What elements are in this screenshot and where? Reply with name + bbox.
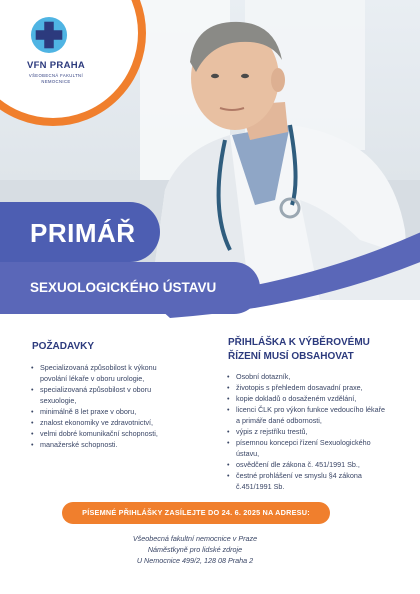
requirements-heading: POŽADAVKY <box>32 341 95 352</box>
list-item: • životopis s přehledem dosavadní praxe, <box>226 382 386 393</box>
position-subtitle-band <box>0 262 260 314</box>
list-item: • písemnou koncepci řízení Sexuologického ústavu, <box>226 437 386 459</box>
mailing-address <box>90 533 300 566</box>
logo-subtitle: VŠEOBECNÁ FAKULTNÍ NEMOCNICE <box>28 73 84 84</box>
list-item: • minimálně 8 let praxe v oboru, <box>30 406 180 417</box>
application-heading: PŘIHLÁŠKA K VÝBĚROVÉMU ŘÍZENÍ MUSÍ OBSAHOVAT <box>228 337 370 362</box>
position-title: PRIMÁŘ <box>30 218 136 248</box>
position-subtitle: SEXUOLOGICKÉHO ÚSTAVU <box>30 280 217 295</box>
address-line: Všeobecná fakultní nemocnice v Praze <box>132 534 258 543</box>
list-item: • osvědčení dle zákona č. 451/1991 Sb., <box>226 459 386 470</box>
list-item: • Specializovaná způsobilost k výkonu povolání lékaře v oboru urologie, <box>30 362 180 384</box>
logo-title: VFN PRAHA <box>26 60 86 71</box>
deadline-banner <box>62 502 330 524</box>
list-item: • výpis z rejstříku trestů, <box>226 426 386 437</box>
list-item: • znalost ekonomiky ve zdravotnictví, <box>30 417 180 428</box>
address-line: U Nemocnice 499/2, 128 08 Praha 2 <box>136 556 254 565</box>
list-item: • čestné prohlášení ve smyslu §4 zákona č.451/1991 Sb. <box>226 470 386 492</box>
list-item: • specializovaná způsobilost v oboru sexuologie, <box>30 384 180 406</box>
list-item: • velmi dobré komunikační schopnosti, <box>30 428 180 439</box>
list-item: • kopie dokladů o dosaženém vzdělání, <box>226 393 386 404</box>
list-item: • Osobní dotazník, <box>226 371 386 382</box>
deadline-text: PÍSEMNÉ PŘIHLÁŠKY ZASÍLEJTE DO 24. 6. 2025 NA ADRESU: <box>82 508 310 517</box>
hospital-cross-icon <box>30 16 68 54</box>
address-line: Náměstkyně pro lidské zdroje <box>147 545 243 554</box>
list-item: • licenci ČLK pro výkon funkce vedoucího lékaře a primáře dané odbornosti, <box>226 404 386 426</box>
application-list <box>226 371 386 492</box>
position-title-band <box>0 202 160 262</box>
list-item: • manažerské schopnosti. <box>30 439 180 450</box>
requirements-list <box>30 362 180 450</box>
